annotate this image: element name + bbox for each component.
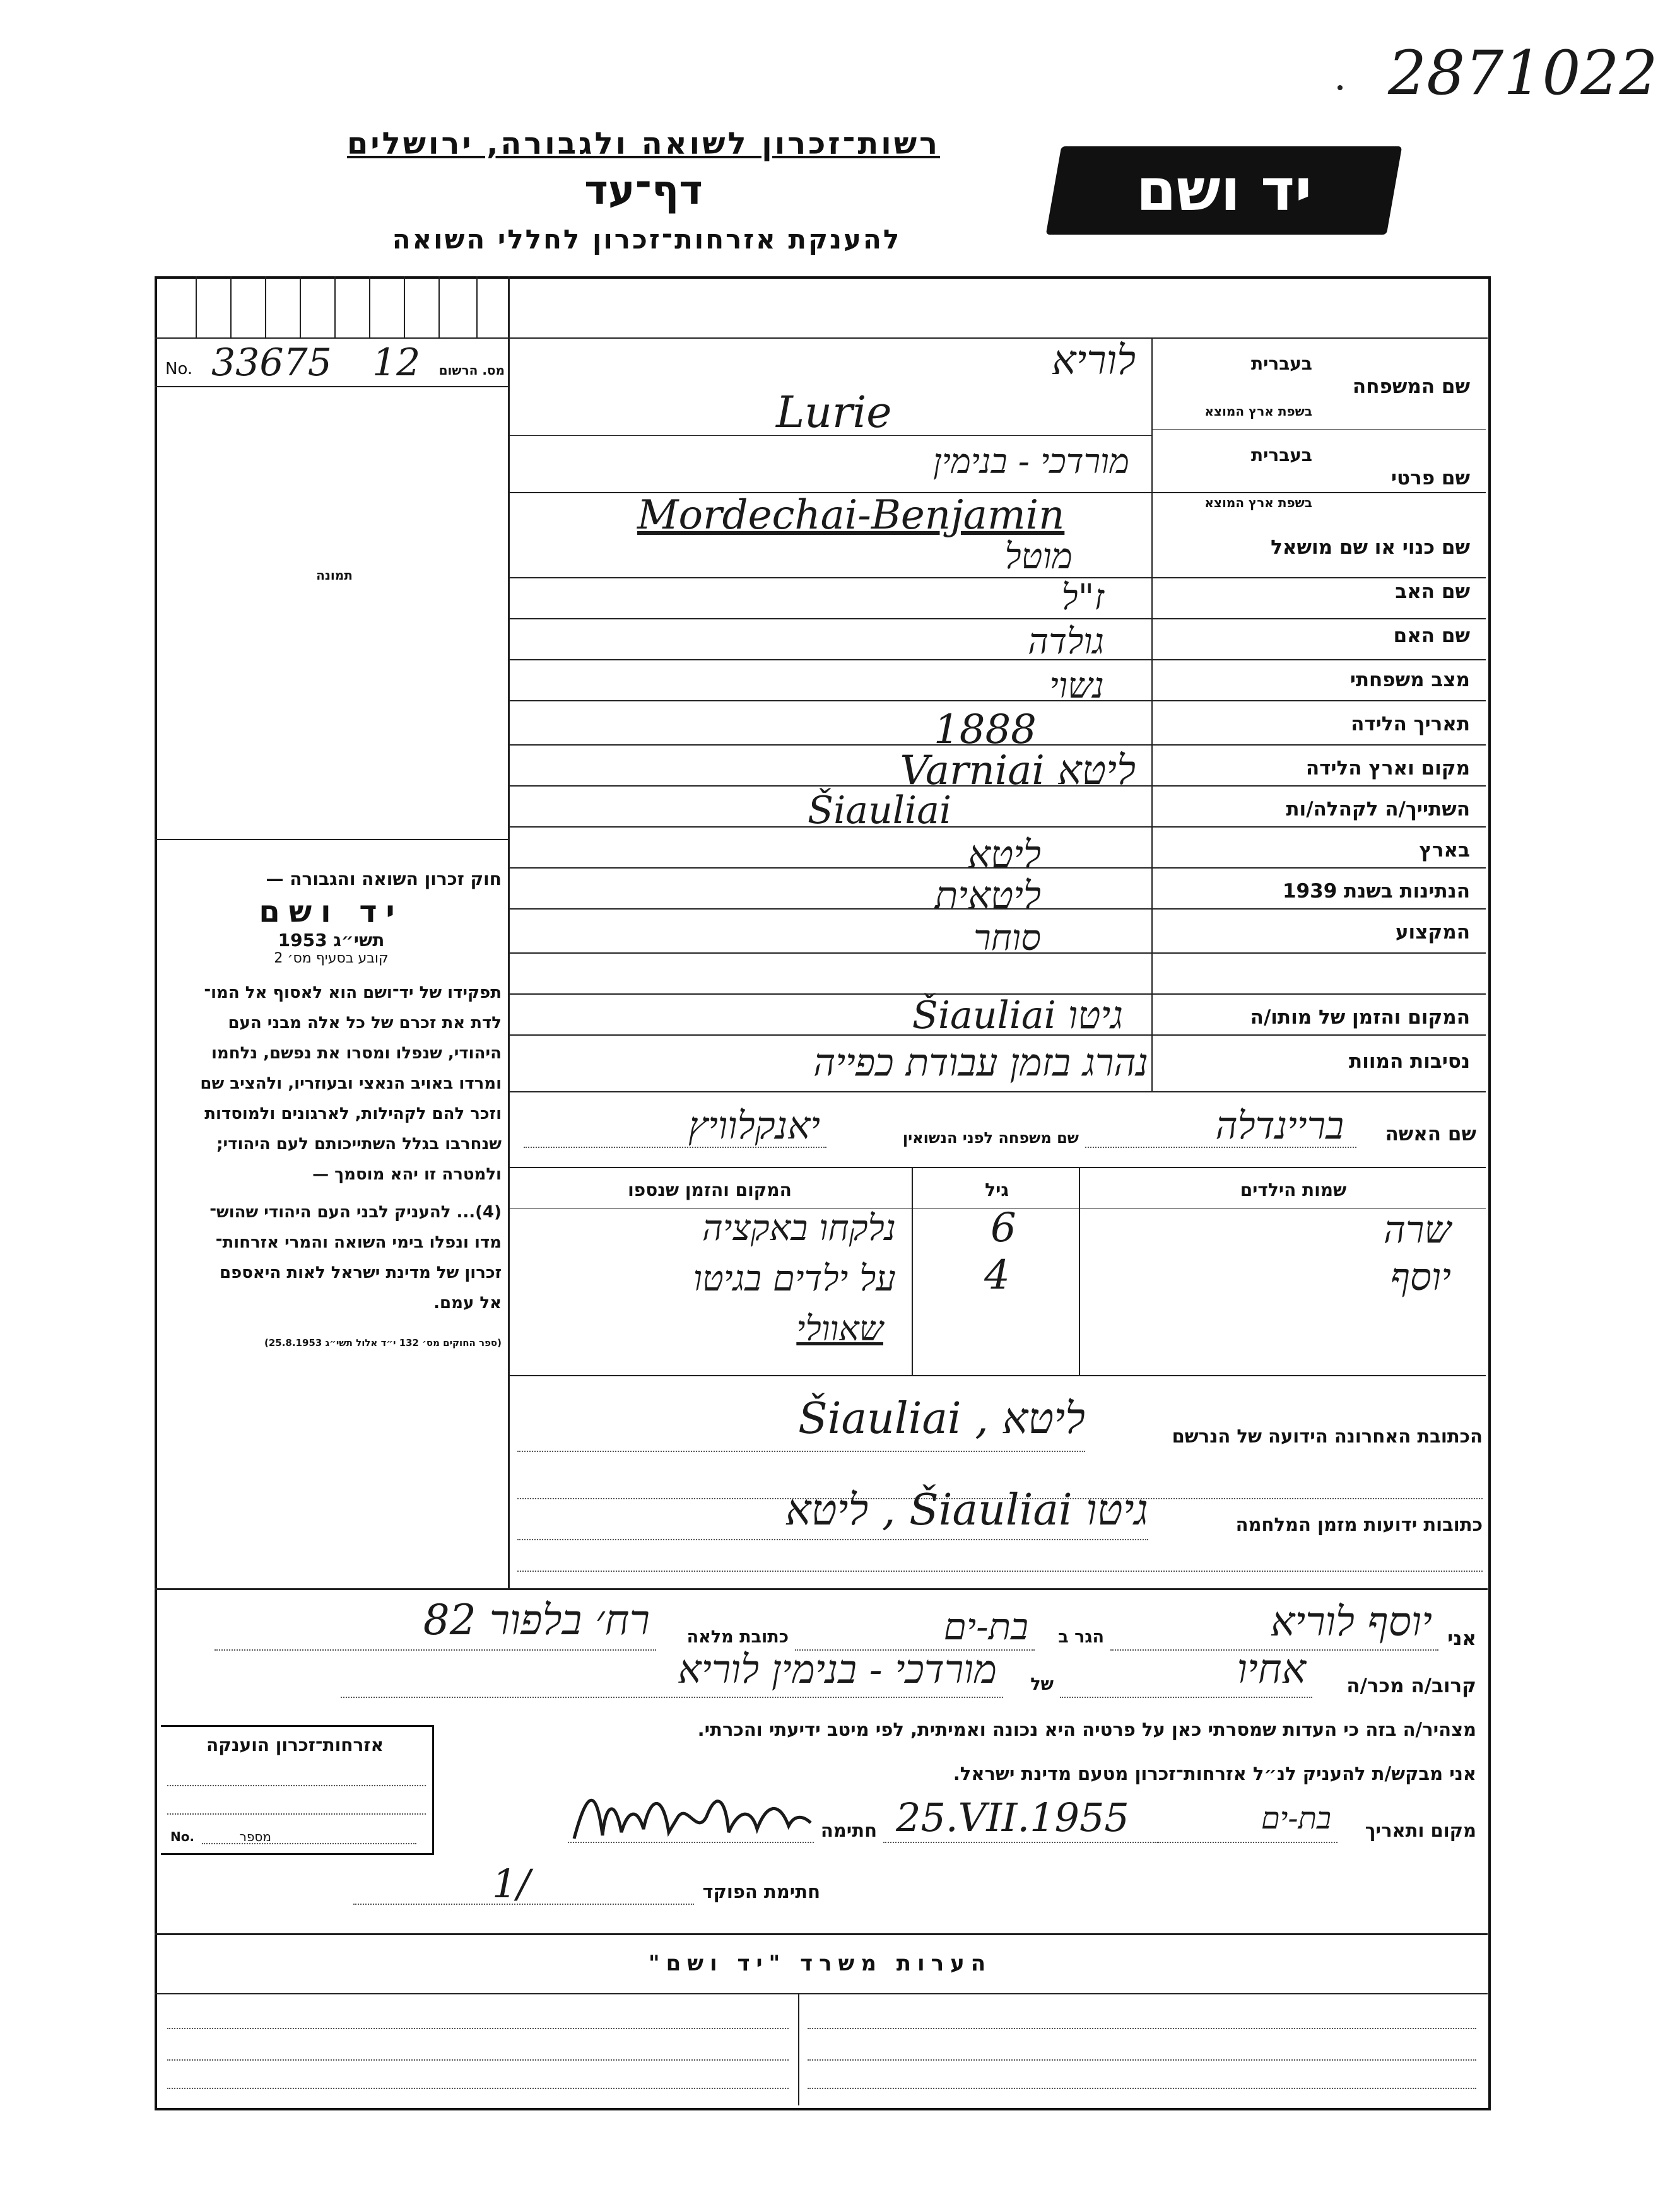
community-value: Šiauliai [808, 788, 952, 833]
relation-value: אחיו [1237, 1646, 1306, 1693]
firstname-origin: Mordechai-Benjamin [637, 492, 1065, 539]
mother-value: גולדה [1028, 621, 1104, 662]
circumstances-value: נהרג בזמן עבודת כפייה [813, 1041, 1148, 1085]
law-source: (ספר החוקים מס׳ 132 י״ד אלול תשי״ג 25.8.1953) [264, 1337, 502, 1349]
officer-label: חתימת הפוקד [702, 1881, 820, 1902]
last-address-label: הכתובת האחרונה הידועה של הנרשם [1172, 1425, 1483, 1447]
of-name-value: מורדכי - בנימין לוריא [678, 1646, 997, 1692]
office-notes-title: הערות משרד "יד ושם" [648, 1951, 992, 1976]
registry-suffix: 12 [372, 341, 421, 385]
registry-label: מס. הרשום [438, 363, 505, 378]
registry-no-label: No. [165, 360, 193, 378]
child-age: 4 [984, 1252, 1010, 1299]
declaration-i-label: אני [1447, 1627, 1476, 1650]
registry-number: 33675 [211, 341, 332, 385]
profession-value: סוחר [973, 918, 1041, 959]
birthplace-label: מקום וארץ הלידה [1305, 757, 1470, 780]
law-body-line: לדת את זכרם של כל אלה מבני העם [228, 1014, 502, 1033]
lives-label: הגר ב [1058, 1627, 1104, 1647]
citizenship-value: ליטאית [934, 874, 1041, 918]
surname-hebrew-label: בעברית [1250, 353, 1312, 374]
nickname-value: מוטל [1004, 536, 1073, 577]
marital-value: נשוי [1049, 665, 1104, 706]
child-place: שאוולי [796, 1309, 883, 1349]
war-address-value: גיטו Šiauliai , ליטא [785, 1485, 1148, 1535]
mother-label: שם האם [1393, 624, 1470, 647]
declarant-signature [568, 1779, 814, 1848]
father-label: שם האב [1395, 580, 1470, 603]
child-place: על ילדים בגיטו [693, 1258, 896, 1299]
dot-mark [1338, 85, 1343, 90]
declarant-name: יוסף לוריא [1271, 1599, 1432, 1646]
surname-origin: Lurie [776, 388, 892, 438]
firstname-origin-label: בשפת ארץ המוצא [1204, 495, 1312, 510]
law-body-line: תפקידו של יד־ושם הוא לאסוף אל המו־ [204, 983, 502, 1002]
death-label: המקום והזמן של מותו/ה [1250, 1006, 1470, 1029]
birthdate-label: תאריך הלידה [1351, 713, 1470, 735]
declarant-city: בת-ים [943, 1605, 1028, 1648]
war-address-label: כתובות ידועות מזמן המלחמה [1235, 1514, 1483, 1535]
declarant-address: רח׳ בלפור 82 [423, 1596, 650, 1644]
father-value: ז"ל [1061, 577, 1104, 618]
place-date-label: מקום ותאריך [1365, 1820, 1476, 1841]
children-place-header: המקום והזמן שנספו [628, 1179, 792, 1200]
signature-label: חתימה [820, 1820, 877, 1841]
circumstances-label: נסיבות המוות [1349, 1050, 1470, 1073]
birthplace-value: Varniai ליטא [900, 747, 1136, 794]
page-subtitle: להענקת אזרחות־זכרון לחללי השואה [392, 224, 902, 255]
wife-value: בריינדלה [1215, 1104, 1344, 1148]
country-label: בארץ [1419, 839, 1470, 862]
archive-number: 2871022 [1388, 38, 1658, 108]
surname-hebrew: לוריא [1052, 337, 1136, 384]
declaration-date: 25.VII.1955 [896, 1794, 1129, 1840]
citizenship-box-number-label: מספר [239, 1829, 271, 1844]
law-title: חוק זכרון השואה והגבורה — [266, 869, 502, 889]
law-body-line: אל עמם. [433, 1294, 502, 1313]
law-body-line: ומרדו באויב הנאצי ובעוזריו, ולהציב שם [200, 1074, 502, 1093]
children-age-header: גיל [985, 1179, 1009, 1200]
citizenship-box-title: אזרחות־זכרון הוענקה [206, 1735, 384, 1755]
country-value: ליטא [967, 833, 1041, 877]
declaration-place: בת-ים [1261, 1801, 1331, 1836]
maiden-value: יאנקלוויץ [688, 1104, 820, 1148]
logo-text: יד ושם [1136, 156, 1312, 224]
declaration-statement-2: אני מבקש/ת להעניק לנ״ל אזרחות־זכרון מטעם מדינת ישראל. [953, 1763, 1476, 1784]
relative-label: קרוב/ה מכר/ה [1346, 1675, 1476, 1697]
law-body-line: מדו ונפלו בימי השואה והמרי אזרחות־ [215, 1233, 502, 1252]
firstname-label: שם פרטי [1390, 467, 1470, 489]
birthdate-value: 1888 [934, 706, 1037, 753]
law-body-line: שנחרבו בגלל השתייכותם לעם היהודי; [216, 1135, 502, 1154]
surname-label: שם המשפחה [1352, 375, 1470, 398]
nickname-label: שם כנוי או שם מושאל [1271, 536, 1470, 559]
of-label: של [1030, 1675, 1054, 1694]
wife-label: שם האשה [1385, 1123, 1476, 1145]
firstname-hebrew-label: בעברית [1250, 445, 1312, 465]
child-place: נלקחו באקציה [702, 1208, 896, 1249]
citizenship-box-no-label: No. [170, 1829, 195, 1844]
law-body-line: וזכר להם לקהילות, לארגונים ולמוסדות [204, 1104, 502, 1123]
child-name: יוסף [1390, 1255, 1451, 1299]
photo-label: תמונה [316, 568, 353, 583]
law-name: יד ושם [259, 894, 404, 930]
yad-vashem-logo [1046, 146, 1402, 235]
law-year: תשי״ג 1953 [278, 930, 385, 951]
child-age: 6 [991, 1205, 1016, 1251]
marital-label: מצב משפחתי [1349, 669, 1470, 691]
citizenship-label: הנתינות בשנת 1939 [1282, 880, 1470, 903]
officer-mark: 1/ [492, 1861, 531, 1907]
children-names-header: שמות הילדים [1240, 1179, 1347, 1200]
child-name: שרה [1383, 1208, 1451, 1252]
last-address-value: Šiauliai , ליטא [798, 1394, 1085, 1444]
maiden-label: שם משפחה לפני הנשואין [902, 1129, 1079, 1147]
law-body-line: זכרון של מדינת ישראל לאות היאספם [220, 1263, 502, 1282]
death-value: גיטו Šiauliai [912, 993, 1123, 1038]
law-body-line: היהודי, שנפלו ומסרו את נפשם, נלחמו [211, 1044, 502, 1063]
community-label: השתייך/ה לקהלה/ות [1286, 798, 1470, 821]
law-block [161, 864, 502, 1349]
declaration-statement-1: מצהיר/ה בזה כי העדות שמסרתי כאן על פרטיה היא נכונה ואמיתית, לפי מיטב ידיעתי והכרתי. [697, 1719, 1476, 1740]
law-body-line: (4)... להעניק לבני העם היהודי שהוש־ [209, 1203, 502, 1222]
law-body-line: ולמטרה זו יהא מוסמך — [312, 1165, 502, 1184]
authority-name: רשות־זכרון לשואה ולגבורה, ירושלים [346, 126, 941, 161]
surname-origin-label: בשפת ארץ המוצא [1204, 404, 1312, 419]
law-clause: קובע בסעיף מס׳ 2 [274, 951, 389, 966]
address-label: כתובת מלאה [686, 1627, 789, 1647]
profession-label: המקצוע [1395, 921, 1470, 944]
page-title: דף־עד [584, 167, 703, 214]
firstname-hebrew: מורדכי - בנימין [932, 442, 1129, 481]
